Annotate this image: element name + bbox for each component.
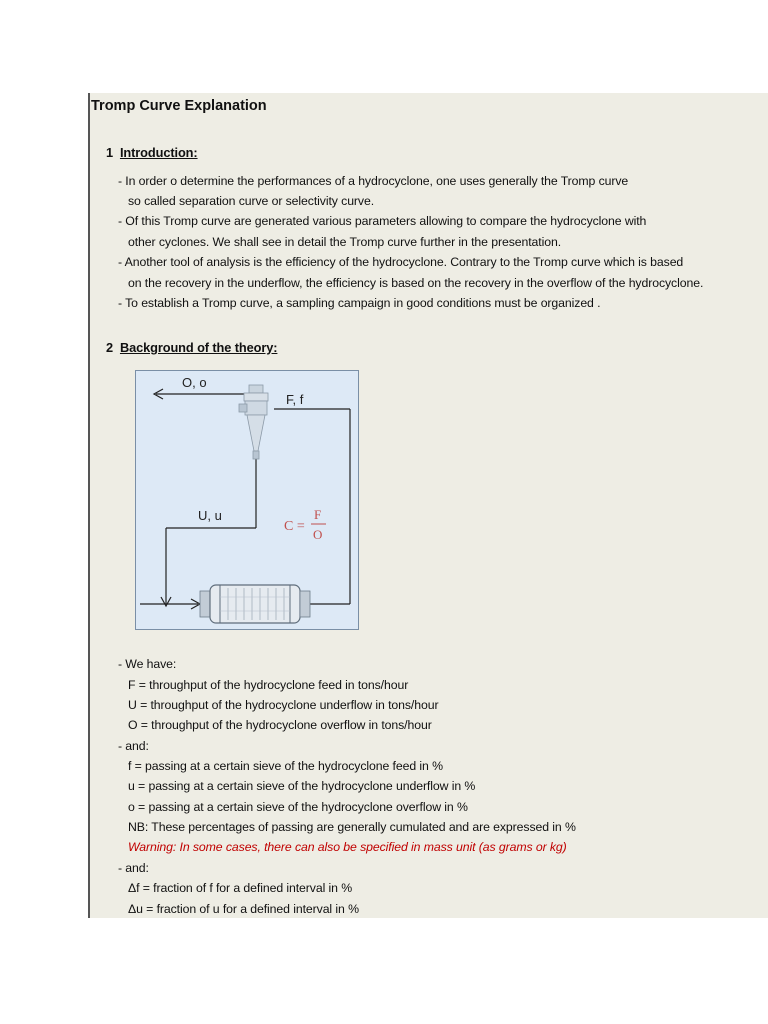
definition-line-2: F = throughput of the hydrocyclone feed in tons/hour [128,678,409,692]
formula-lhs: C = [284,519,305,534]
definition-line-8: o = passing at a certain sieve of the hydrocyclone overflow in % [128,800,468,814]
section-1-heading [106,145,198,160]
hydrocyclone-circuit-diagram [135,370,359,630]
intro-line-5: - Another tool of analysis is the efficiency of the hydrocyclone. Contrary to the Tromp curve which is based [118,255,684,269]
section-1-number: 1 [106,145,114,160]
intro-line-1: - In order o determine the performances of a hydrocyclone, one uses generally the Tromp curve [118,174,629,188]
formula-numerator: F [314,507,322,522]
underflow-label: U, u [198,508,222,523]
definition-line-6: f = passing at a certain sieve of the hydrocyclone feed in % [128,759,443,773]
feed-label: F, f [286,392,304,407]
section-2-heading [106,340,277,355]
definition-line-3: U = throughput of the hydrocyclone underflow in tons/hour [128,698,439,712]
definition-line-13: Δu = fraction of u for a defined interval in % [128,902,359,916]
hydrocyclone-icon [239,385,268,459]
page-title: Tromp Curve Explanation [91,98,267,114]
formula-denominator: O [313,527,323,542]
circulating-load-formula [284,507,326,542]
intro-line-6: on the recovery in the underflow, the efficiency is based on the recovery in the overflow of the hydrocyclone. [128,276,704,290]
intro-line-3: - Of this Tromp curve are generated various parameters allowing to compare the hydrocyclone with [118,214,647,228]
section-2-title: Background of the theory: [119,340,278,355]
definition-line-11: - and: [118,861,149,875]
definition-line-5: - and: [118,739,149,753]
overflow-label: O, o [182,375,207,390]
intro-line-2: so called separation curve or selectivity curve. [128,194,375,208]
ball-mill-icon [200,585,310,623]
definition-line-4: O = throughput of the hydrocyclone overflow in tons/hour [128,718,432,732]
intro-line-4: other cyclones. We shall see in detail the Tromp curve further in the presentation. [128,235,562,249]
section-1-title: Introduction: [119,145,198,160]
definition-line-9: NB: These percentages of passing are generally cumulated and are expressed in % [128,820,576,834]
section-2-number: 2 [106,340,114,355]
intro-line-7: - To establish a Tromp curve, a sampling campaign in good conditions must be organized . [118,296,601,310]
definition-line-7: u = passing at a certain sieve of the hydrocyclone underflow in % [128,779,476,793]
circuit-drawing [136,371,358,629]
definition-line-12: Δf = fraction of f for a defined interval in % [128,881,353,895]
definition-line-1: - We have: [118,657,177,671]
warning-note: Warning: In some cases, there can also be specified in mass unit (as grams or kg) [128,840,567,854]
